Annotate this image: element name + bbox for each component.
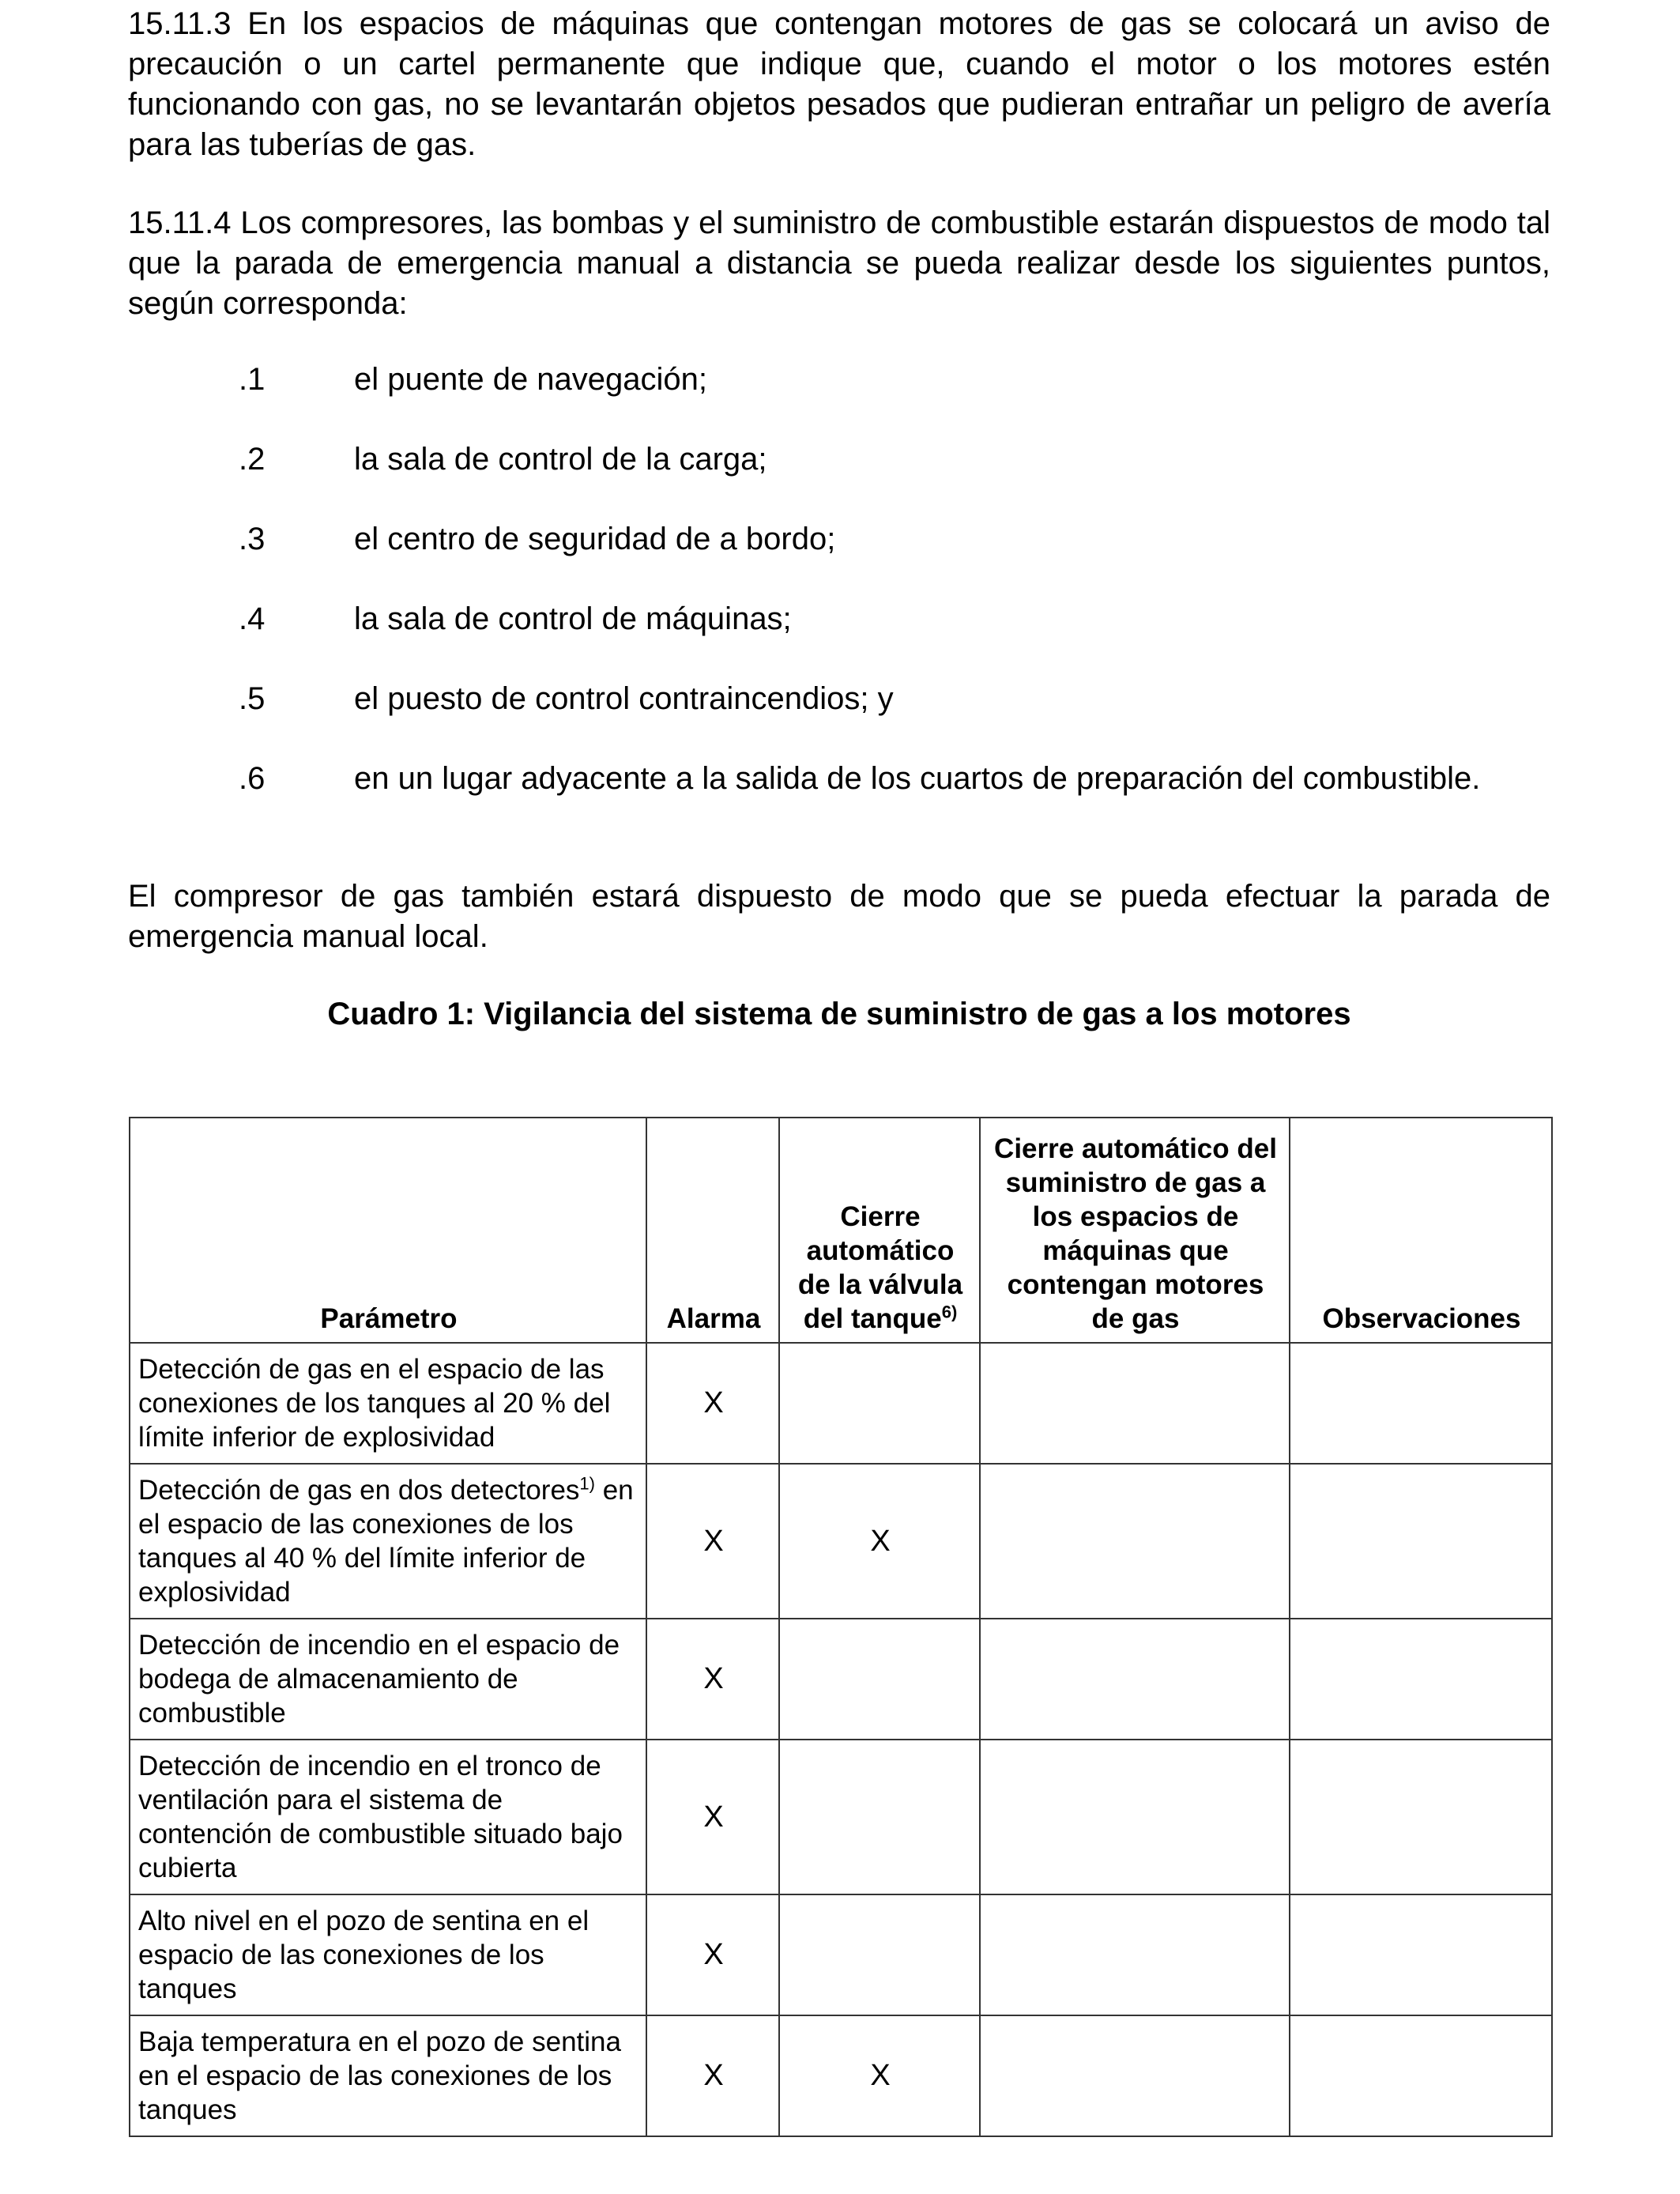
header-cierre-valvula-text: Cierre automático de la válvula del tanque: [797, 1201, 963, 1334]
list-item: [128, 360, 1550, 400]
paragraph-compressor-local-stop: El compresor de gas también estará dispuesto de modo que se pueda efectuar la parada de emergencia manual local.: [128, 879, 1550, 954]
cell-observaciones: [1290, 1740, 1552, 1894]
cell-cierre-valvula: [779, 1894, 980, 2015]
cell-parametro: Baja temperatura en el pozo de sentina en el espacio de las conexiones de los tanques: [130, 2015, 646, 2136]
cell-cierre-suministro: [980, 1740, 1290, 1894]
cell-cierre-valvula: X: [779, 1464, 980, 1619]
header-alarma: Alarma: [646, 1118, 779, 1343]
list-item: [128, 759, 1550, 799]
list-item: [128, 599, 1550, 639]
header-cierre-valvula: [779, 1118, 980, 1343]
cell-parametro: Alto nivel en el pozo de sentina en el espacio de las conexiones de los tanques: [130, 1894, 646, 2015]
list-item-number: .6: [239, 761, 266, 796]
cell-alarma: X: [646, 1740, 779, 1894]
table-row: [130, 1740, 1552, 1894]
cell-parametro: Detección de gas en el espacio de las conexiones de los tanques al 20 % del límite inferior de explosividad: [130, 1343, 646, 1464]
cell-parametro-text: Detección de gas en dos detectores: [138, 1475, 580, 1506]
cell-parametro-text-cont: en el espacio de las conexiones de los tanques al 40 % del límite inferior de explosividad: [138, 1475, 634, 1608]
list-item-text: la sala de control de la carga;: [354, 442, 767, 477]
cell-cierre-valvula: X: [779, 2015, 980, 2136]
list-item-text: en un lugar adyacente a la salida de los cuartos de preparación del combustible.: [354, 761, 1481, 796]
cell-observaciones: [1290, 2015, 1552, 2136]
list-item-text: el puesto de control contraincendios; y: [354, 681, 894, 716]
cell-parametro: Detección de incendio en el tronco de ventilación para el sistema de contención de combustible situado bajo cubierta: [130, 1740, 646, 1894]
header-parametro: Parámetro: [130, 1118, 646, 1343]
cell-alarma: X: [646, 1894, 779, 2015]
stop-locations-list: [128, 360, 1550, 839]
cell-observaciones: [1290, 1894, 1552, 2015]
cell-observaciones: [1290, 1619, 1552, 1740]
header-cierre-suministro: Cierre automático del suministro de gas a los espacios de máquinas que contengan motores de gas: [980, 1118, 1290, 1343]
cell-cierre-suministro: [980, 1464, 1290, 1619]
cell-alarma: X: [646, 2015, 779, 2136]
cell-cierre-valvula: [779, 1740, 980, 1894]
list-item-number: .4: [239, 601, 266, 636]
paragraph-15-11-3: 15.11.3 En los espacios de máquinas que contengan motores de gas se colocará un aviso de precaución o un cartel permanente que indique que, cuando el motor o los motores estén funcionando con gas, no se levantarán objetos pesados que pudieran entrañar un peligro de avería para las tuberías de gas.: [128, 6, 1550, 162]
list-item-number: .3: [239, 522, 266, 556]
cell-alarma: X: [646, 1464, 779, 1619]
list-item-number: .1: [239, 362, 266, 397]
table-header-row: [130, 1118, 1552, 1343]
cell-cierre-valvula: [779, 1343, 980, 1464]
cell-observaciones: [1290, 1464, 1552, 1619]
cell-cierre-suministro: [980, 1619, 1290, 1740]
cell-parametro: [130, 1464, 646, 1619]
list-item: [128, 679, 1550, 719]
list-item-text: la sala de control de máquinas;: [354, 601, 792, 636]
cell-cierre-suministro: [980, 2015, 1290, 2136]
footnote-ref-6: 6): [941, 1302, 958, 1322]
cell-alarma: X: [646, 1343, 779, 1464]
table-caption: Cuadro 1: Vigilancia del sistema de suministro de gas a los motores: [327, 997, 1351, 1031]
cell-cierre-valvula: [779, 1619, 980, 1740]
gas-supply-monitoring-table: [129, 1117, 1553, 2137]
list-item-text: el centro de seguridad de a bordo;: [354, 522, 836, 556]
table-row: [130, 2015, 1552, 2136]
cell-alarma: X: [646, 1619, 779, 1740]
header-observaciones: Observaciones: [1290, 1118, 1552, 1343]
table-row: [130, 1619, 1552, 1740]
list-item: [128, 519, 1550, 560]
footnote-ref-1: 1): [579, 1473, 595, 1494]
list-item-number: .5: [239, 681, 266, 716]
table-row: [130, 1894, 1552, 2015]
cell-parametro: Detección de incendio en el espacio de bodega de almacenamiento de combustible: [130, 1619, 646, 1740]
cell-cierre-suministro: [980, 1894, 1290, 2015]
paragraph-15-11-4: 15.11.4 Los compresores, las bombas y el suministro de combustible estarán dispuestos de modo tal que la parada de emergencia manual a distancia se pueda realizar desde los siguientes puntos, según corresponda:: [128, 205, 1550, 321]
table-row: [130, 1343, 1552, 1464]
list-item-number: .2: [239, 442, 266, 477]
cell-observaciones: [1290, 1343, 1552, 1464]
list-item: [128, 439, 1550, 480]
cell-cierre-suministro: [980, 1343, 1290, 1464]
table-row: [130, 1464, 1552, 1619]
list-item-text: el puente de navegación;: [354, 362, 708, 397]
